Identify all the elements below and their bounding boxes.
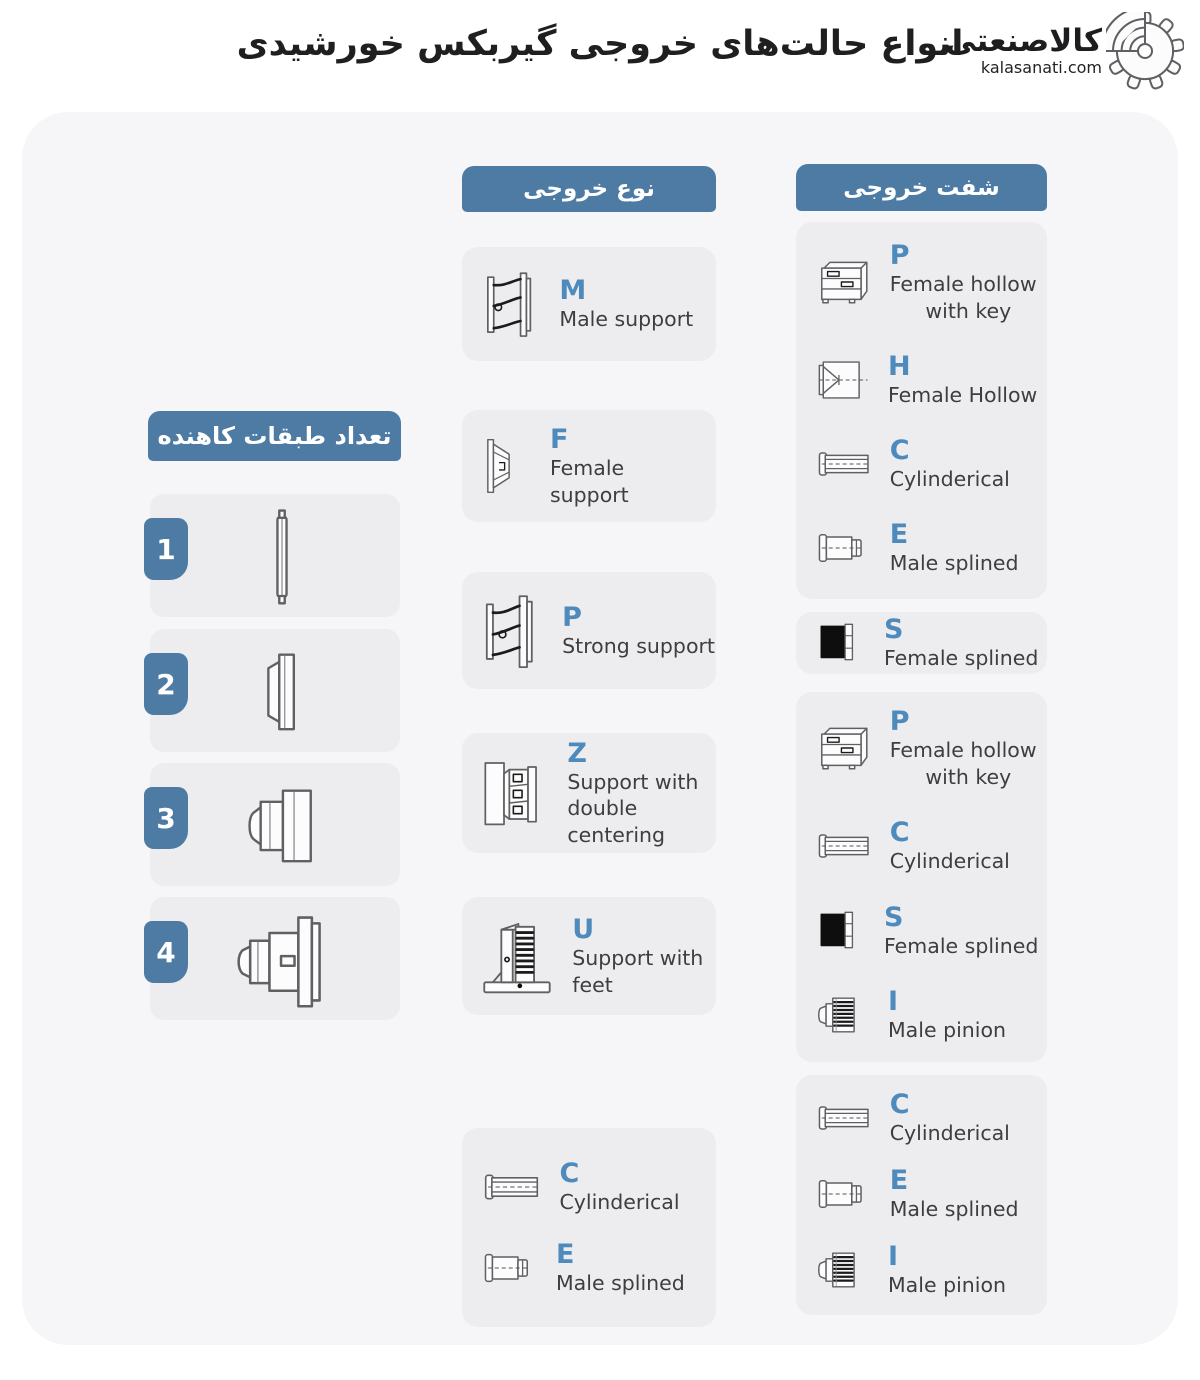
- output-type-card: [462, 410, 716, 522]
- output-shaft-item: [796, 1165, 1047, 1223]
- item-label: Support with: [572, 945, 704, 970]
- item-label: Female support: [550, 455, 629, 507]
- output-shaft-item: [796, 614, 1042, 672]
- output-shaft-column-header: شفت خروجی: [796, 164, 1047, 211]
- male-pinion-icon: [816, 1248, 872, 1292]
- output-shaft-item: [796, 902, 1047, 960]
- stage-card: [150, 494, 400, 617]
- output-type-column-header: نوع خروجی: [462, 166, 716, 212]
- item-code: C: [889, 435, 910, 467]
- male-support-icon: [480, 258, 545, 350]
- item-label: Male splined: [556, 1271, 685, 1296]
- stage-number-badge: 2: [144, 653, 188, 715]
- output-shaft-item: [796, 986, 1047, 1044]
- item-code: P: [562, 601, 582, 633]
- item-label: Male support: [559, 307, 694, 332]
- item-label: Male splined: [889, 1197, 1019, 1222]
- male-splined-shaft-icon: [816, 528, 874, 568]
- item-label: Female splined: [884, 933, 1039, 958]
- stage-3-icon: [230, 774, 334, 876]
- item-label-line2: double centering: [567, 796, 666, 847]
- output-shaft-card: [796, 222, 1047, 599]
- output-shaft-card: [796, 612, 1047, 674]
- item-code: P: [889, 240, 910, 271]
- output-shaft-item: [796, 435, 1047, 493]
- item-code: Z: [567, 737, 587, 769]
- item-code: C: [889, 817, 910, 849]
- item-label-line2: with key: [925, 764, 1012, 789]
- item-code: S: [884, 614, 904, 646]
- male-splined-shaft-icon: [816, 1174, 874, 1214]
- stage-number-badge: 1: [144, 518, 188, 580]
- stage-2-icon: [232, 640, 332, 742]
- item-code: U: [572, 913, 595, 945]
- output-shaft-item: [796, 351, 1047, 409]
- male-splined-shaft-icon: [482, 1247, 540, 1289]
- output-type-card: [462, 733, 716, 853]
- stage-4-icon: [227, 906, 337, 1012]
- female-splined-icon: [816, 620, 868, 666]
- brand-logo: [945, 12, 1184, 90]
- item-code: P: [889, 706, 910, 737]
- item-label: Female splined: [884, 646, 1039, 671]
- item-label: Cylinderical: [889, 467, 1010, 492]
- support-with-feet-icon: [480, 906, 558, 1006]
- female-hollow-icon: [816, 356, 872, 404]
- output-type-item: [462, 897, 716, 1015]
- cylindrical-shaft-icon: [482, 1166, 543, 1208]
- output-shaft-item: [796, 706, 1047, 790]
- output-shaft-item: [796, 1241, 1047, 1299]
- output-type-card: [462, 247, 716, 361]
- female-hollow-with-key-icon: [816, 722, 874, 774]
- item-code: I: [888, 986, 899, 1018]
- item-code: C: [559, 1157, 580, 1189]
- output-type-item: [462, 733, 716, 853]
- item-label: Female Hollow: [888, 382, 1038, 407]
- item-code: E: [556, 1239, 575, 1271]
- item-label-line2: with key: [925, 298, 1012, 323]
- output-shaft-item: [796, 519, 1047, 577]
- item-label: Cylinderical: [889, 849, 1010, 874]
- female-splined-icon: [816, 908, 868, 954]
- item-label: Strong support: [562, 633, 715, 658]
- stage-card: [150, 629, 400, 752]
- item-code: S: [884, 901, 904, 933]
- page-title: انواع حالت‌های خروجی گیربکس خورشیدی: [236, 24, 964, 64]
- item-code: E: [889, 1165, 909, 1197]
- output-shaft-item: [796, 240, 1047, 324]
- output-type-item: [462, 1239, 716, 1297]
- item-code: I: [888, 1241, 899, 1273]
- output-type-item: [462, 1158, 716, 1216]
- item-label: Male pinion: [888, 1018, 1007, 1043]
- stage-card: [150, 763, 400, 886]
- brand-name: کالاصنعتی: [945, 23, 1102, 59]
- female-hollow-with-key-icon: [816, 256, 874, 308]
- gear-wifi-logo-icon: [1106, 12, 1184, 90]
- item-label-line2: feet: [572, 972, 613, 997]
- item-label: Female hollow: [889, 272, 1037, 297]
- item-label: Male pinion: [888, 1273, 1007, 1298]
- output-shaft-card: [796, 1075, 1047, 1315]
- male-pinion-icon: [816, 993, 872, 1037]
- output-shaft-card: [796, 692, 1047, 1062]
- female-support-icon: [480, 419, 536, 513]
- item-code: H: [888, 350, 911, 382]
- stage-1-icon: [232, 502, 332, 610]
- stage-number-badge: 4: [144, 921, 188, 983]
- double-centering-support-icon: [480, 744, 553, 842]
- stages-column-header: تعداد طبقات کاهنده: [148, 411, 401, 461]
- output-type-card: [462, 897, 716, 1015]
- item-label: Support with: [567, 769, 699, 794]
- item-label: Male splined: [889, 551, 1019, 576]
- item-label: Cylinderical: [889, 1121, 1010, 1146]
- output-shaft-item: [796, 817, 1047, 875]
- item-code: F: [550, 423, 569, 455]
- item-code: E: [889, 519, 909, 551]
- stage-card: [150, 897, 400, 1020]
- cylindrical-shaft-icon: [816, 445, 874, 483]
- output-type-item: [462, 572, 716, 689]
- output-type-item: [462, 410, 716, 522]
- cylindrical-shaft-icon: [816, 827, 874, 865]
- output-type-card: [462, 1128, 716, 1327]
- cylindrical-shaft-icon: [816, 1099, 874, 1137]
- output-type-item: [462, 247, 716, 361]
- item-code: C: [889, 1089, 910, 1120]
- strong-support-icon: [480, 584, 548, 678]
- item-code: M: [559, 275, 587, 307]
- item-label: Female hollow: [889, 738, 1037, 763]
- brand-domain: kalasanati.com: [980, 58, 1102, 77]
- output-shaft-item: [796, 1089, 1047, 1147]
- stage-number-badge: 3: [144, 787, 188, 849]
- output-type-card: [462, 572, 716, 689]
- item-label: Cylinderical: [559, 1189, 680, 1214]
